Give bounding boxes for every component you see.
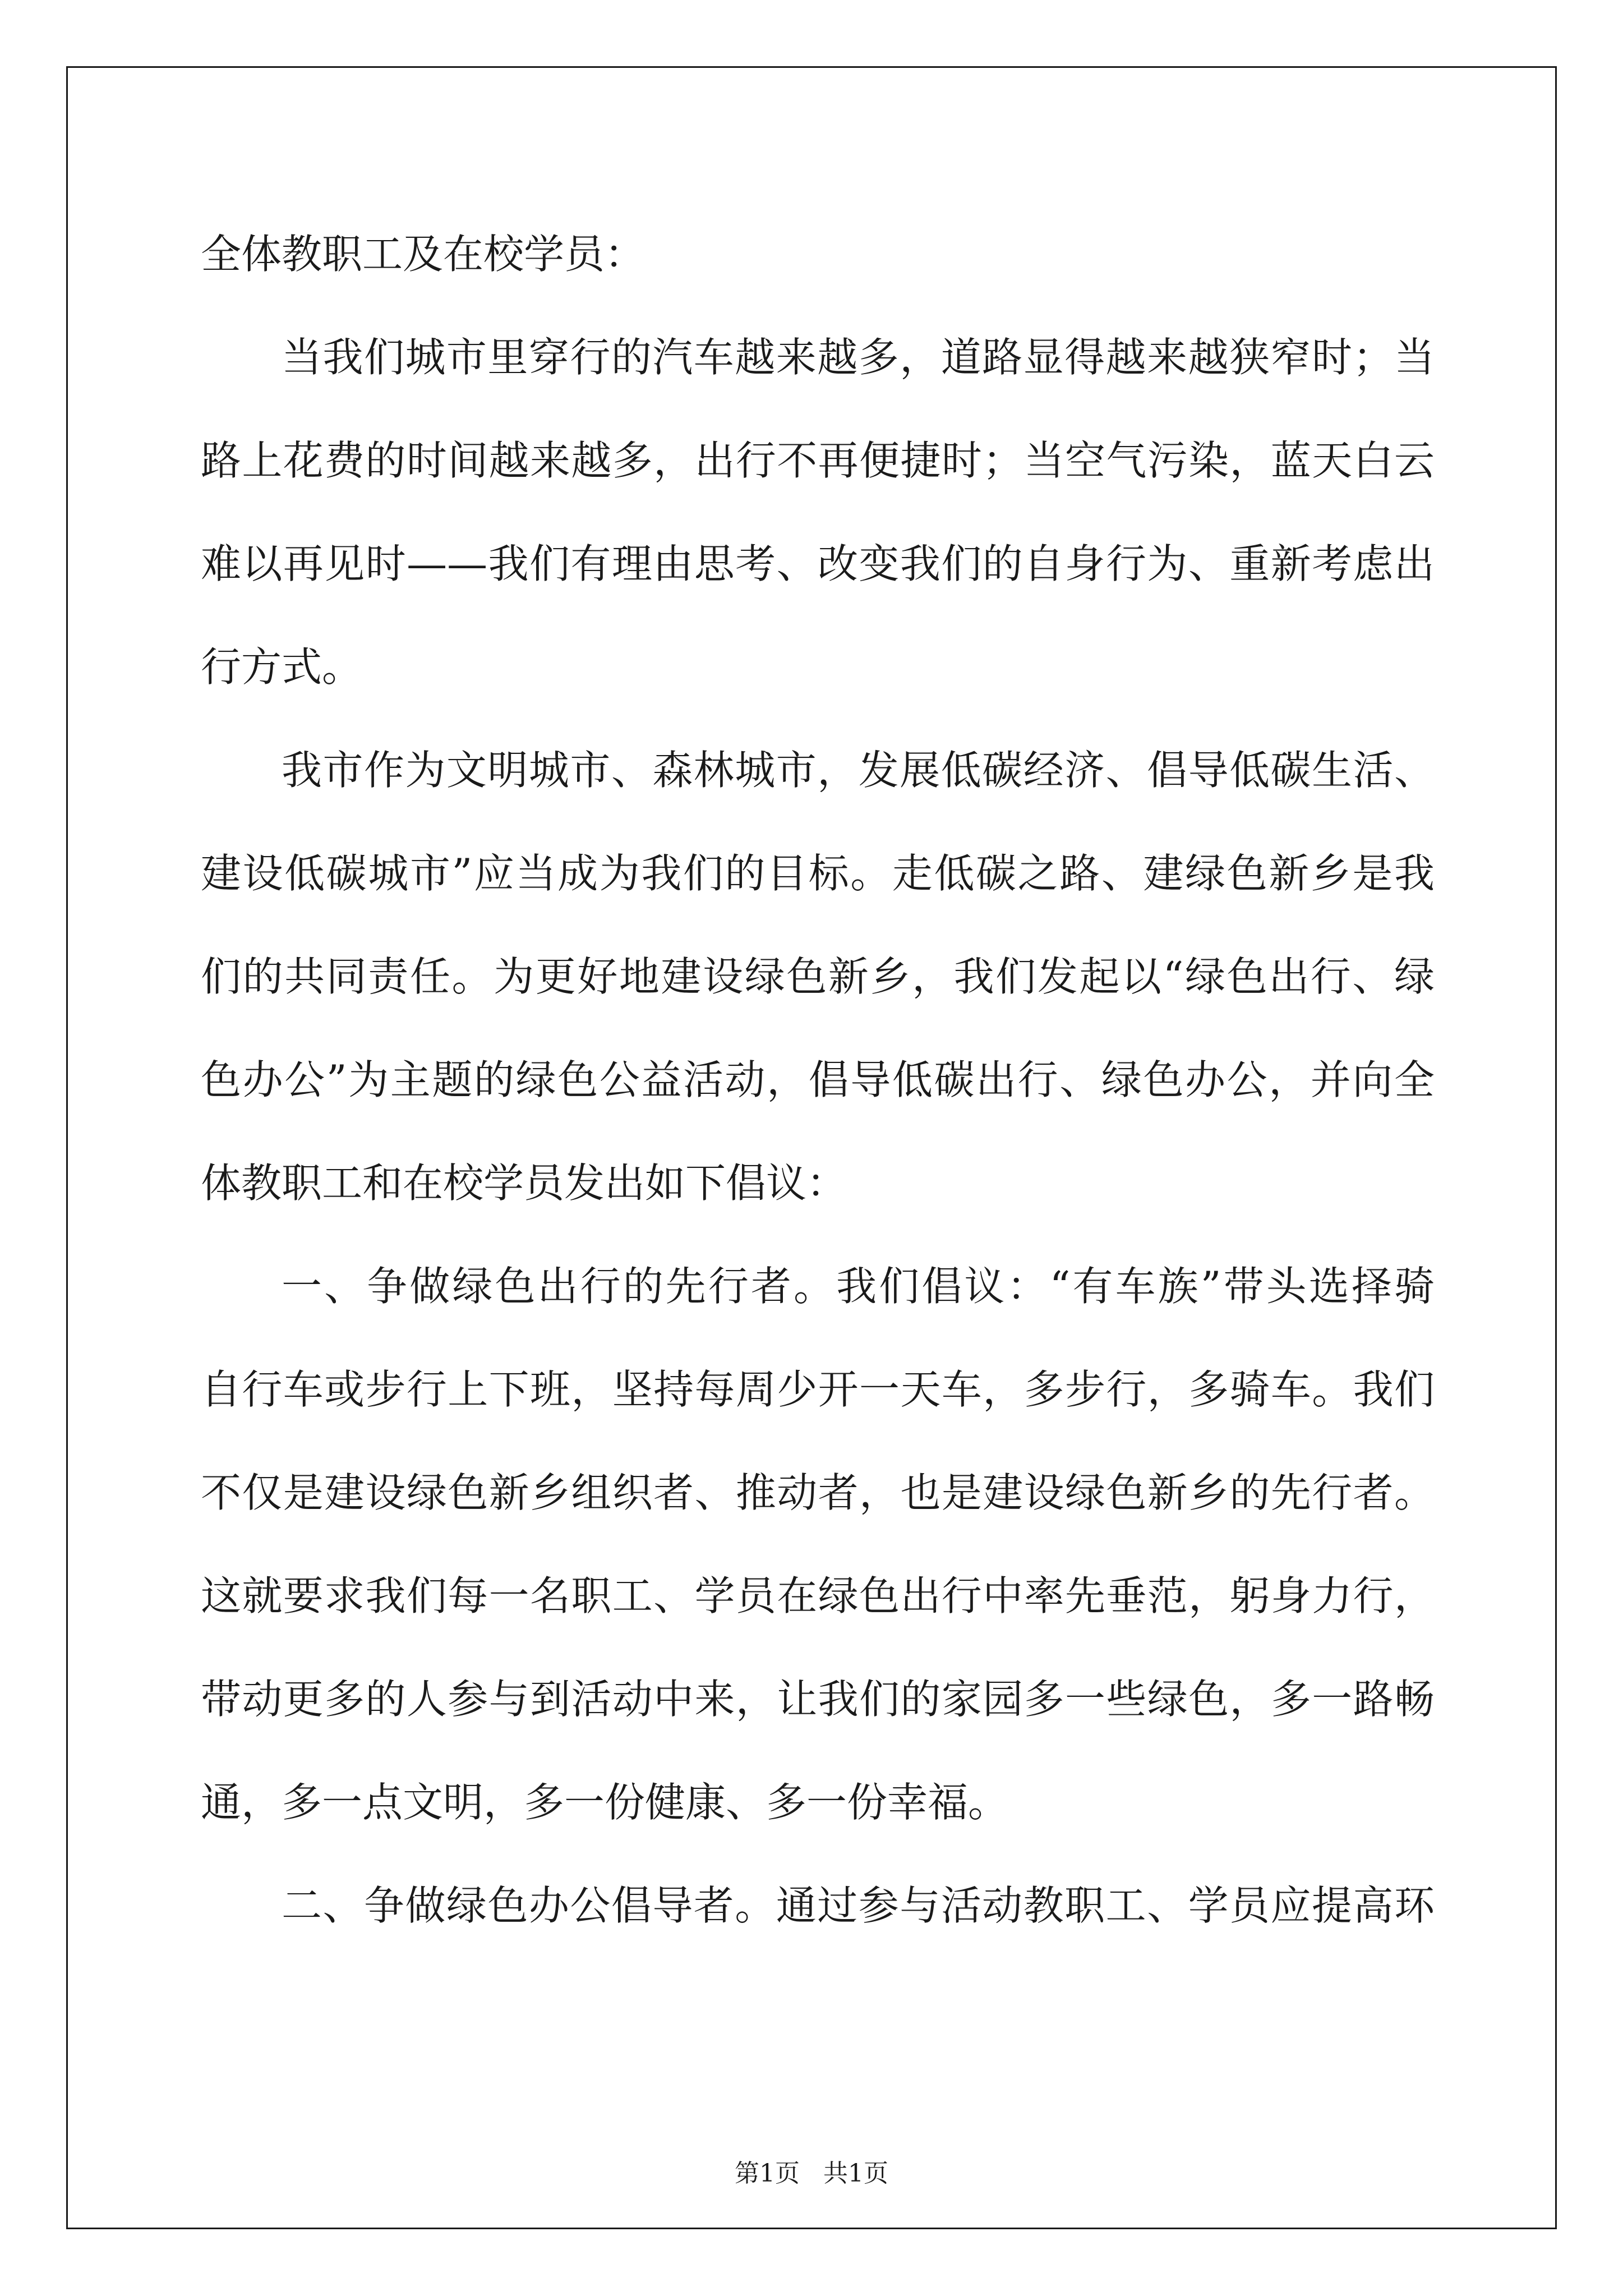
text-line: 当我们城市里穿行的汽车越来越多，道路显得越来越狭窄时；当 bbox=[282, 334, 1435, 381]
text-line: 一、争做绿色出行的先行者。我们倡议：“有车族”带头选择骑 bbox=[282, 1263, 1435, 1310]
salutation-line: 全体教职工及在校学员： bbox=[201, 231, 645, 278]
text-line: 二、争做绿色办公倡导者。通过参与活动教职工、学员应提高环 bbox=[282, 1882, 1435, 1929]
text-line: 带动更多的人参与到活动中来，让我们的家园多一些绿色，多一路畅 bbox=[201, 1676, 1435, 1723]
text-line: 路上花费的时间越来越多，出行不再便捷时；当空气污染，蓝天白云 bbox=[201, 437, 1435, 484]
text-line: 自行车或步行上下班，坚持每周少开一天车，多步行，多骑车。我们 bbox=[201, 1366, 1435, 1413]
text-line: 行方式。 bbox=[201, 643, 363, 691]
text-line: 色办公”为主题的绿色公益活动，倡导低碳出行、绿色办公，并向全 bbox=[201, 1056, 1435, 1103]
text-line: 们的共同责任。为更好地建设绿色新乡，我们发起以“绿色出行、绿 bbox=[201, 953, 1435, 1000]
text-line: 建设低碳城市”应当成为我们的目标。走低碳之路、建绿色新乡是我 bbox=[201, 850, 1435, 897]
text-line: 体教职工和在校学员发出如下倡议： bbox=[201, 1159, 847, 1207]
page-footer: 第1页 共1页 bbox=[735, 2159, 888, 2188]
text-line: 不仅是建设绿色新乡组织者、推动者，也是建设绿色新乡的先行者。 bbox=[201, 1469, 1435, 1516]
text-line: 通，多一点文明，多一份健康、多一份幸福。 bbox=[201, 1779, 1009, 1826]
text-line: 这就要求我们每一名职工、学员在绿色出行中率先垂范，躬身力行， bbox=[201, 1572, 1435, 1619]
text-line: 我市作为文明城市、森林城市，发展低碳经济、倡导低碳生活、 bbox=[282, 747, 1435, 794]
text-line: 难以再见时——我们有理由思考、改变我们的自身行为、重新考虑出 bbox=[201, 540, 1435, 587]
